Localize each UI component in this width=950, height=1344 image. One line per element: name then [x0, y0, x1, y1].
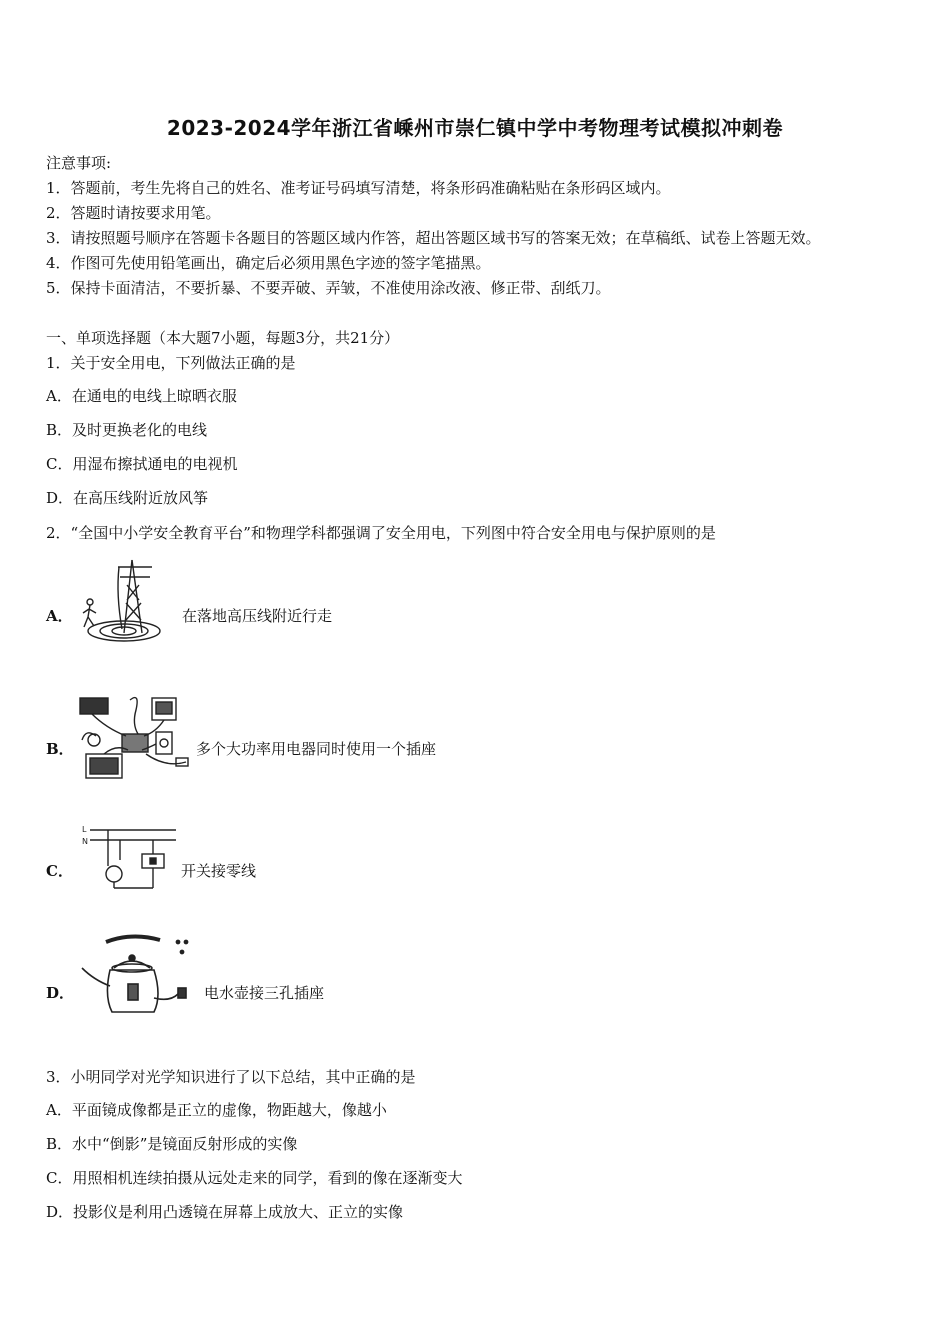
q2-option-b-label: B．: [46, 740, 74, 758]
q2-option-c-label: C．: [46, 862, 73, 880]
q2-option-d-label: D．: [46, 984, 75, 1002]
q3-option-d: D．投影仪是利用凸透镜在屏幕上成放大、正立的实像: [46, 1203, 404, 1221]
circuit-label-live: L: [82, 825, 87, 834]
q3-option-b: B．水中“倒影”是镜面反射形成的实像: [46, 1135, 298, 1153]
notice-item: 2．答题时请按要求用笔。: [46, 204, 221, 222]
high-voltage-tower-icon: [72, 555, 182, 645]
q2-option-a-label: A．: [46, 607, 73, 625]
q3-option-c: C．用照相机连续拍摄从远处走来的同学，看到的像在逐渐变大: [46, 1169, 463, 1187]
q1-option-b: B．及时更换老化的电线: [46, 421, 208, 439]
notice-heading: 注意事项:: [46, 154, 112, 172]
q3-option-a: A．平面镜成像都是正立的虚像，物距越大，像越小: [46, 1101, 387, 1119]
notice-item: 5．保持卡面清洁，不要折暴、不要弄破、弄皱，不准使用涂改液、修正带、刮纸刀。: [46, 279, 611, 297]
switch-circuit-icon: [80, 822, 180, 894]
q2-option-d-text: 电水壶接三孔插座: [204, 984, 325, 1002]
question-3-stem: 3．小明同学对光学知识进行了以下总结，其中正确的是: [46, 1068, 416, 1086]
q1-option-d: D．在高压线附近放风筝: [46, 489, 209, 507]
page-title: 2023-2024学年浙江省嵊州市崇仁镇中学中考物理考试模拟冲刺卷: [166, 116, 784, 140]
q2-option-a-text: 在落地高压线附近行走: [182, 607, 333, 625]
q2-option-c-text: 开关接零线: [181, 862, 257, 880]
circuit-label-neutral: N: [82, 837, 88, 846]
overloaded-socket-icon: [76, 688, 194, 784]
section-heading: 一、单项选择题（本大题7小题，每题3分，共21分）: [46, 329, 400, 347]
q1-option-c: C．用湿布擦拭通电的电视机: [46, 455, 238, 473]
notice-item: 1．答题前，考生先将自己的姓名、准考证号码填写清楚，将条形码准确粘贴在条形码区域内。: [46, 179, 671, 197]
electric-kettle-icon: [74, 932, 196, 1020]
notice-item: 3．请按照题号顺序在答题卡各题目的答题区域内作答，超出答题区域书写的答案无效；在草稿纸、试卷上答题无效。: [46, 229, 821, 247]
q1-option-a: A．在通电的电线上晾晒衣服: [46, 387, 237, 405]
question-2-stem: 2．“全国中小学安全教育平台”和物理学科都强调了安全用电，下列图中符合安全用电与保护原则的是: [46, 524, 716, 542]
q2-option-b-text: 多个大功率用电器同时使用一个插座: [196, 740, 437, 758]
notice-item: 4．作图可先使用铅笔画出，确定后必须用黑色字迹的签字笔描黑。: [46, 254, 491, 272]
question-1-stem: 1．关于安全用电，下列做法正确的是: [46, 354, 296, 372]
